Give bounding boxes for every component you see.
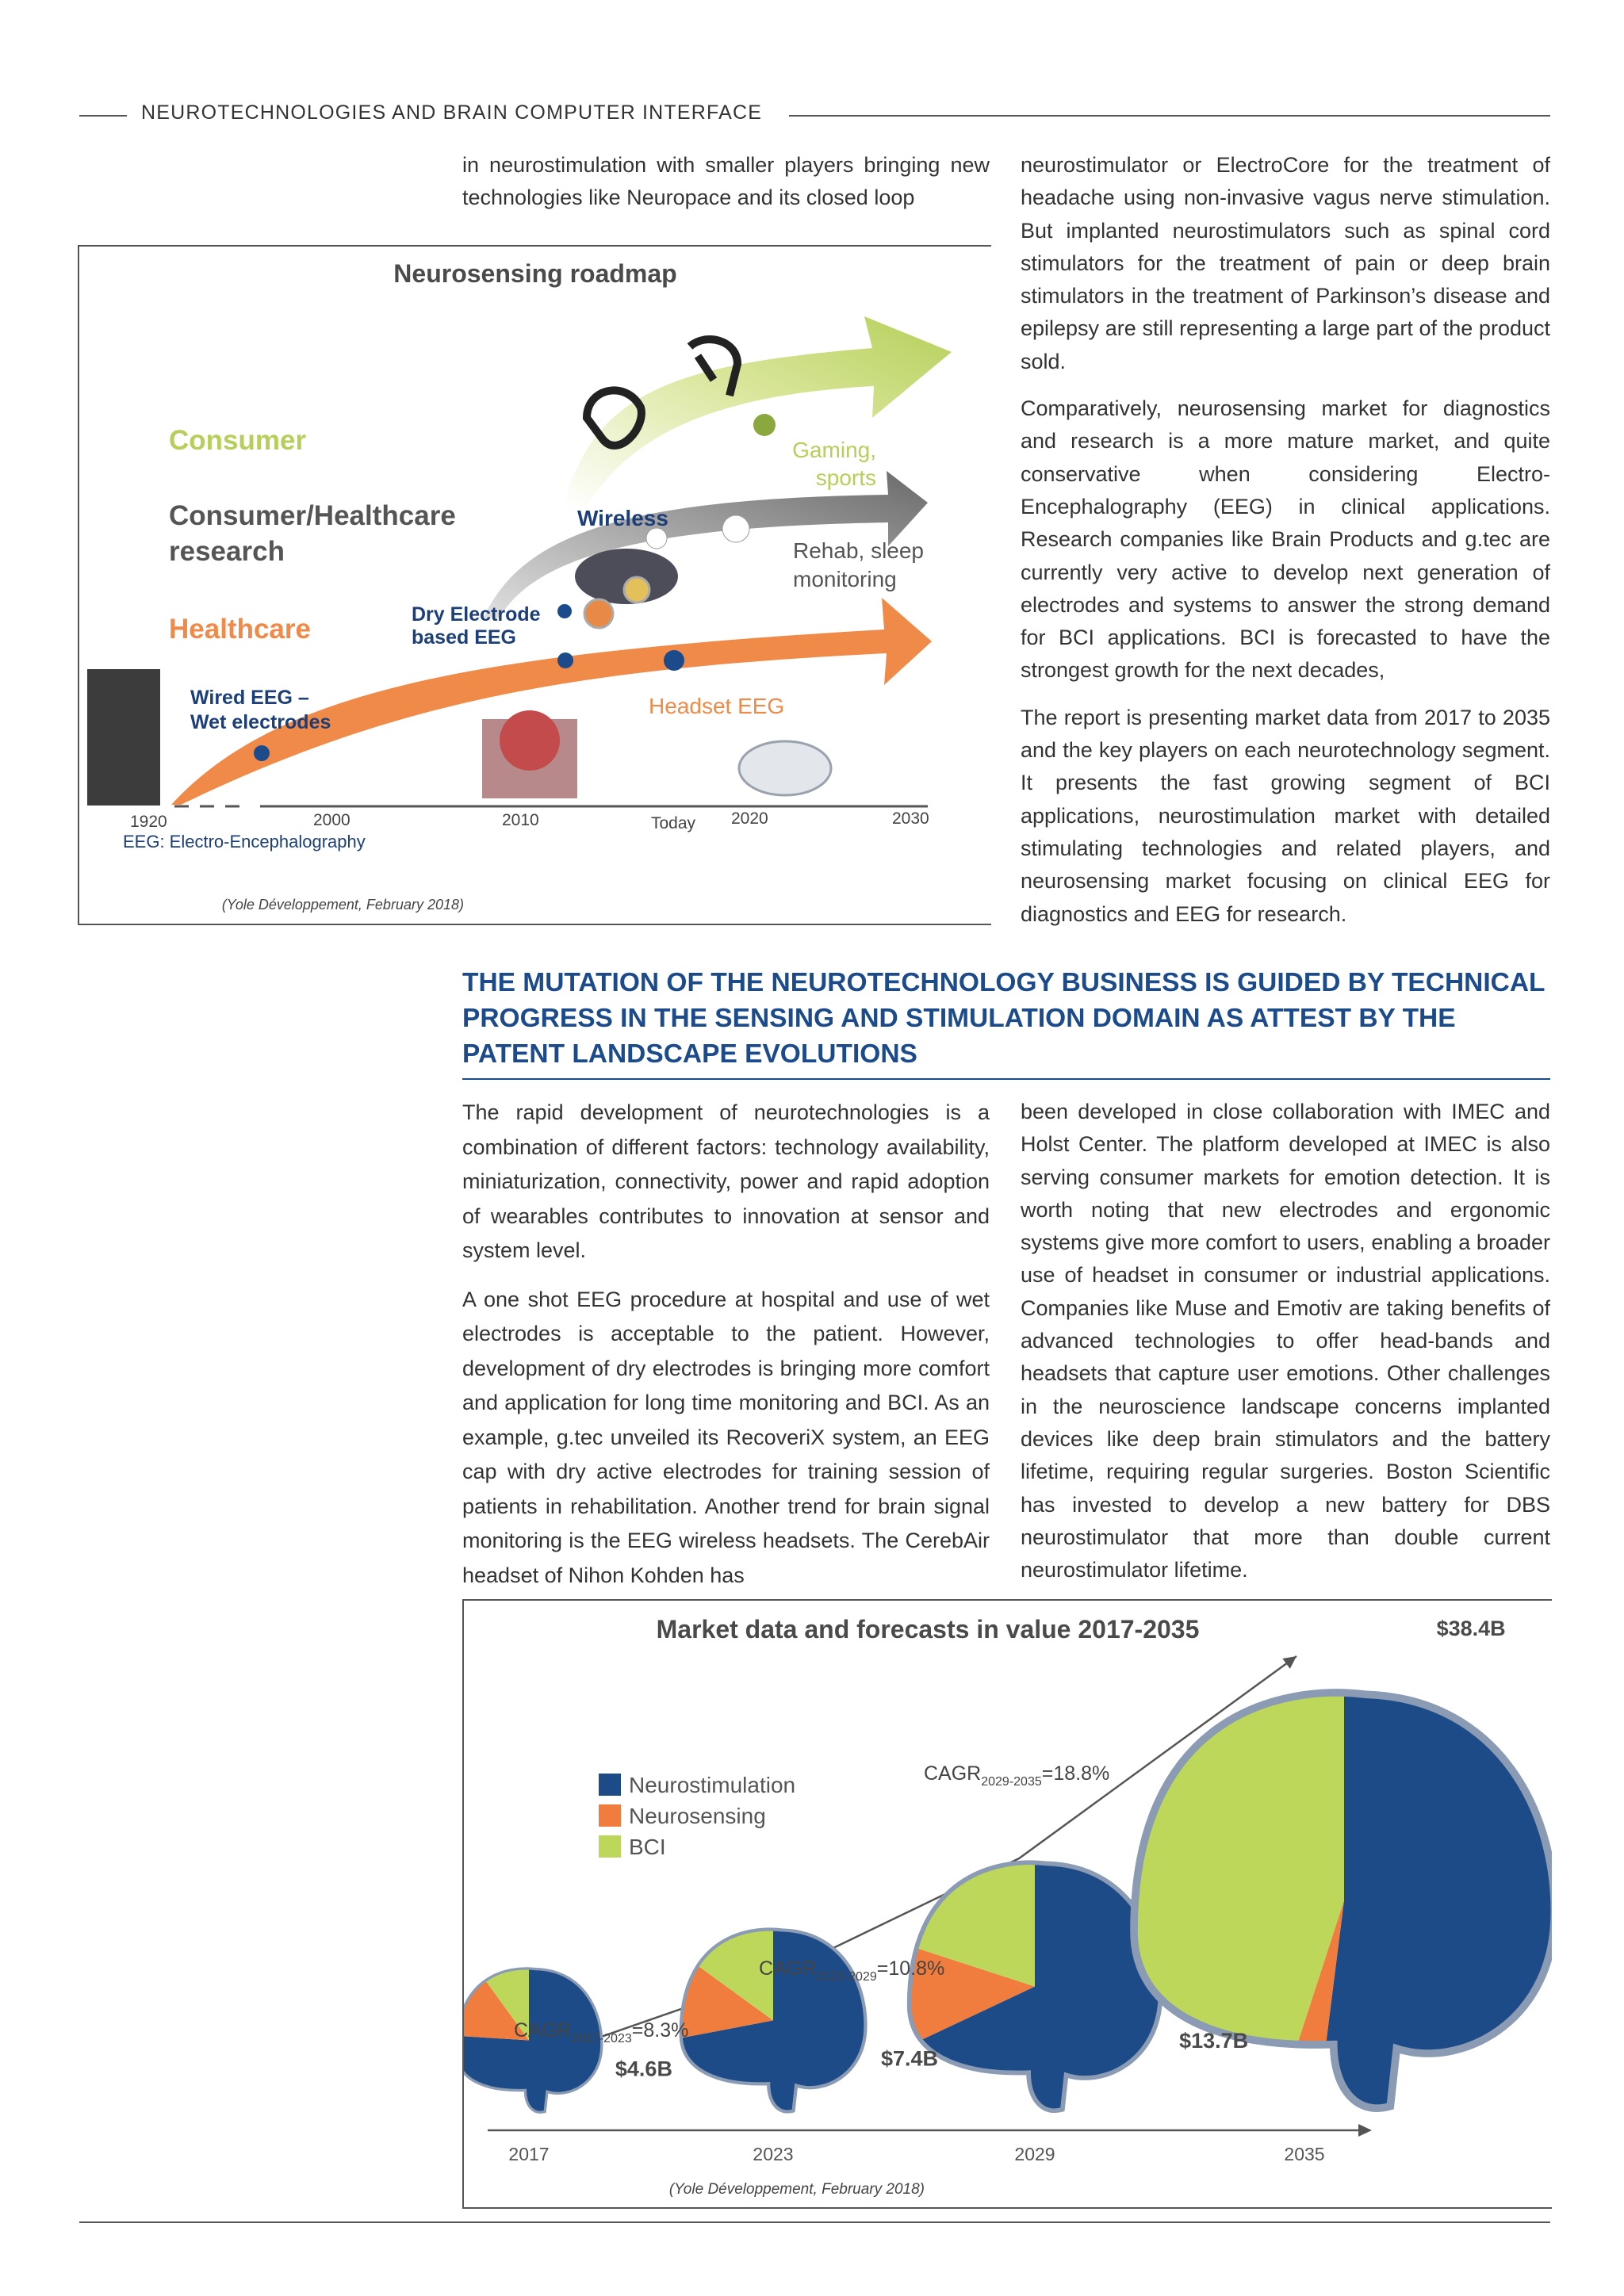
roadmap-figure xyxy=(78,245,991,925)
label-dry-electrode: based EEG xyxy=(412,626,516,649)
col-right-top xyxy=(1021,149,1550,945)
track-research: Consumer/Healthcare xyxy=(169,500,456,531)
header-rule-right xyxy=(789,115,1550,117)
value-label: $7.4B xyxy=(880,2046,939,2071)
milestone-dot xyxy=(664,650,684,671)
label-gaming: sports xyxy=(815,465,876,490)
milestone-dot xyxy=(254,745,270,761)
year-label: 2023 xyxy=(753,2144,794,2164)
year-label: 2029 xyxy=(1014,2144,1055,2164)
cagr-label xyxy=(924,1762,1109,1789)
year-tick: 2000 xyxy=(313,811,350,829)
paragraph: been developed in close collaboration with IMEC and Holst Center. The platform developed at IMEC is also serving consumer markets for emotion detection. It is worth noting that new electrodes and ergonomic systems give more comfort to users, enabling a broader use of headset in consumer or industrial applications. Companies like Muse and Emotiv are taking benefits of advanced technologies to offer head-bands and headsets that capture user emotions. Other challenges in the neuroscience landscape concerns implanted devices like deep brain stimulators and the battery lifetime, requiring regular surgeries. Boston Scientific has invested to develop a new battery for DBS neurostimulator that more than double current neurostimulator lifetime. xyxy=(1021,1100,1550,1582)
cagr-sub: 2029-2035 xyxy=(981,1775,1042,1789)
year-label: 2017 xyxy=(508,2144,550,2164)
market-chart xyxy=(464,1601,1552,2207)
running-header xyxy=(79,101,1550,133)
paragraph: A one shot EEG procedure at hospital and use of wet electrodes is acceptable to the patient. However, development of dry electrodes is bringing more comfort and application for long time monitoring and BCI. As an example, g.tec unveiled its RecoveriX system, an EEG cap with dry active electrodes for training session of patients in rehabilitation. Another trend for brain signal monitoring is the EEG wireless headsets. The CerebAir headset of Nihon Kohden has xyxy=(462,1287,990,1587)
paragraph: Comparatively, neurosensing market for diagnostics and research is a more mature market, and quite conservative when considering Electro-Encephalography (EEG) in clinical applications. Research companies like Brain Products and g.tec are currently very active to develop next generation of electrodes and systems to answer the strong demand for BCI applications. BCI is forecasted to have the strongest growth for the next decades, xyxy=(1021,396,1550,683)
roadmap-title: Neurosensing roadmap xyxy=(393,259,677,288)
year-tick: Today xyxy=(651,814,696,832)
header-rule-left xyxy=(79,115,127,117)
track-healthcare: Healthcare xyxy=(169,614,311,645)
track-consumer: Consumer xyxy=(169,425,307,456)
trend-arrowhead xyxy=(1282,1656,1297,1669)
market-figure xyxy=(462,1599,1552,2209)
paragraph: in neurostimulation with smaller players bringing new technologies like Neuropace and its closed loop xyxy=(462,153,990,210)
milestone-dot xyxy=(557,652,573,668)
x-axis-arrowhead xyxy=(1358,2124,1372,2137)
legend-swatch-bci xyxy=(599,1835,621,1858)
milestone-dot xyxy=(557,604,572,618)
cagr-sub: 2017-2023 xyxy=(571,2032,632,2045)
cagr-val: =18.8% xyxy=(1041,1762,1110,1785)
legend-label: Neurosensing xyxy=(629,1804,766,1828)
headset-eeg-icon xyxy=(739,741,831,795)
year-tick: 1920 xyxy=(130,813,167,831)
eeg-footnote: EEG: Electro-Encephalography xyxy=(123,832,366,851)
cagr-val: =8.3% xyxy=(631,2019,689,2042)
milestone-dot xyxy=(646,528,667,549)
historic-eeg-photo xyxy=(87,669,160,806)
paragraph: The rapid development of neurotechnologies is a combination of different factors: technology availability, miniaturization, connectivity, power and rapid adoption of wearables contributes to innovation at sensor and system level. xyxy=(462,1100,990,1262)
cagr-val: =10.8% xyxy=(876,1957,945,1980)
section-rule xyxy=(462,1078,1550,1080)
year-tick: 2030 xyxy=(892,809,929,828)
col-mid-top xyxy=(462,149,990,215)
section-title: THE MUTATION OF THE NEUROTECHNOLOGY BUSINESS IS GUIDED BY TECHNICAL PROGRESS IN THE SENSING AND STIMULATION DOMAIN AS ATTEST BY THE PATENT LANDSCAPE EVOLUTIONS xyxy=(462,968,1545,1069)
running-header-text: NEUROTECHNOLOGIES AND BRAIN COMPUTER INTERFACE xyxy=(141,101,763,124)
year-tick: 2010 xyxy=(502,811,539,829)
roadmap-svg xyxy=(79,245,991,924)
label-gaming: Gaming, xyxy=(792,438,876,462)
cagr-base: CAGR xyxy=(759,1957,817,1980)
brain-markers xyxy=(464,1601,1552,2207)
label-wireless: Wireless xyxy=(577,506,668,530)
eeg-cap-icon xyxy=(500,710,560,771)
dry-electrode-icon xyxy=(584,599,613,628)
figure-source: (Yole Développement, February 2018) xyxy=(668,2181,925,2198)
legend-label: BCI xyxy=(629,1835,666,1859)
cagr-base: CAGR xyxy=(924,1762,982,1785)
label-dry-electrode: Dry Electrode xyxy=(412,603,541,626)
legend-swatch-neurosensing xyxy=(599,1804,621,1827)
year-tick: 2020 xyxy=(731,809,768,828)
milestone-dot xyxy=(753,414,776,436)
paragraph: neurostimulator or ElectroCore for the treatment of headache using non-invasive vagus nerve stimulation. But implanted neurostimulators such as spinal cord stimulators for the treatment of pain or deep brain stimulators in the treatment of Parkinson’s disease and epilepsy are still representing a large part of the product sold. xyxy=(1021,153,1550,373)
col-mid-bottom xyxy=(462,1096,990,1607)
value-label: $38.4B xyxy=(1436,1616,1506,1640)
figure-source: (Yole Développement, February 2018) xyxy=(221,897,464,913)
track-research: research xyxy=(169,536,285,567)
milestone-dot xyxy=(722,515,749,542)
chart-title: Market data and forecasts in value 2017-2035 xyxy=(656,1615,1200,1644)
value-label: $4.6B xyxy=(615,2057,672,2081)
legend-swatch-neurostimulation xyxy=(599,1774,621,1796)
label-rehab: Rehab, sleep xyxy=(793,538,925,563)
year-label: 2035 xyxy=(1284,2144,1325,2164)
label-wired: Wired EEG – xyxy=(190,687,309,709)
label-rehab: monitoring xyxy=(793,567,897,591)
value-label: $13.7B xyxy=(1179,2029,1249,2053)
label-wired: Wet electrodes xyxy=(190,711,331,733)
cagr-base: CAGR xyxy=(514,2019,572,2042)
paragraph: The report is presenting market data from 2017 to 2035 and the key players on each neurotechnology segment. It presents the fast growing segment of BCI applications, neurostimulation market with detailed stimulating technologies and related players, and neurosensing market focusing on clinical EEG for diagnostics and EEG for research. xyxy=(1021,705,1550,926)
dry-electrode-icon xyxy=(624,577,649,603)
legend-label: Neurostimulation xyxy=(629,1773,796,1797)
bottom-rule xyxy=(79,2221,1550,2223)
cagr-sub: 2023-2029 xyxy=(816,1970,877,1984)
col-right-bottom xyxy=(1021,1096,1550,1601)
label-headset: Headset EEG xyxy=(649,694,785,718)
